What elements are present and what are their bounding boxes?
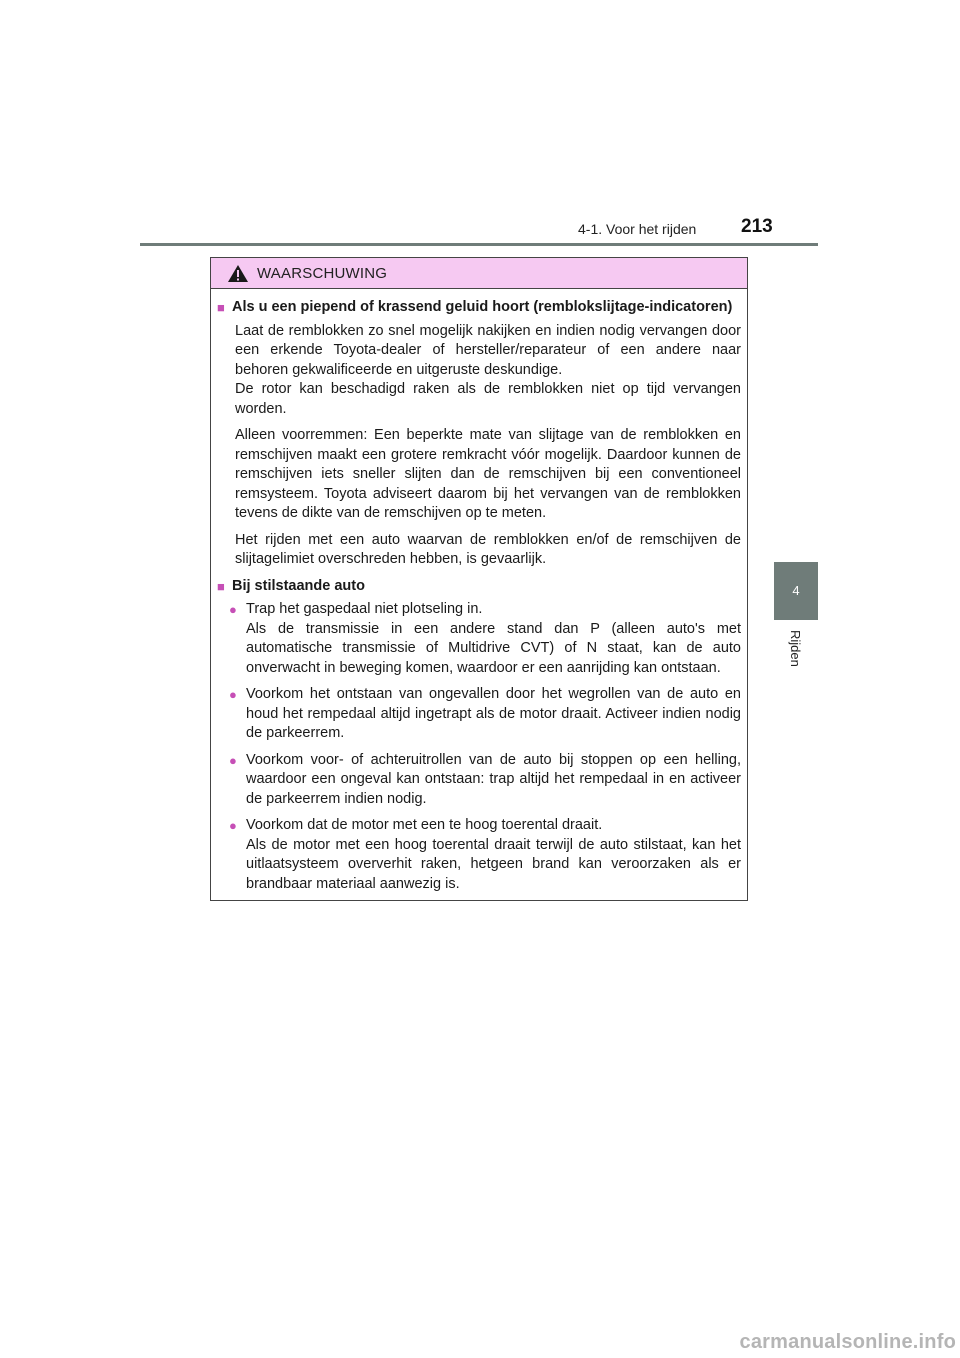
section-title: 4-1. Voor het rijden xyxy=(578,221,697,237)
chapter-label: Rijden xyxy=(788,630,803,667)
round-bullet-icon: ● xyxy=(229,687,237,702)
warning-title: WAARSCHUWING xyxy=(257,264,388,282)
square-bullet-icon: ■ xyxy=(217,300,225,315)
list-item: ● Voorkom dat de motor met een te hoog toerental draait. Als de motor met een hoog toerental draait terwijl de auto stilstaat, kan het uitlaatsysteem oververhit raken, hetgeen brand kan veroorzaken als er brandbaar materiaal aanwezig is. xyxy=(229,816,741,894)
header-divider xyxy=(140,243,818,246)
section-heading: ■ Als u een piepend of krassend geluid hoort (remblokslijtage-indicatoren) xyxy=(217,298,741,318)
warning-triangle-icon xyxy=(227,264,249,283)
list-item: ● Voorkom voor- of achteruitrollen van de auto bij stoppen op een helling, waardoor een ongeval kan ontstaan: trap altijd het rempedaal in en activeer de parkeerrem indien nodig. xyxy=(229,751,741,810)
chapter-tab: 4 xyxy=(774,562,818,620)
warning-box xyxy=(210,257,748,901)
list-item: ● Voorkom het ontstaan van ongevallen door het wegrollen van de auto en houd het rempedaal altijd ingetrapt als de motor draait. Activeer indien nodig de parkeerrem. xyxy=(229,685,741,744)
round-bullet-icon: ● xyxy=(229,752,237,768)
paragraph: Laat de remblokken zo snel mogelijk nakijken en indien nodig vervangen door een erkende Toyota-dealer of hersteller/reparateur of een andere naar behoren gekwalificeerde en uitgeruste deskundige. De rotor kan beschadigd raken als de remblokken niet op tijd vervangen worden. xyxy=(235,322,741,417)
paragraph: Alleen voorremmen: Een beperkte mate van slijtage van de remblokken en remschijven maakt een grotere remkracht vóór mogelijk. Daardoor kunnen de remschijven iets sneller slijten dan de remschijven bij een conventioneel remsysteem. Toyota adviseert daarom bij het vervangen van de remblokken tevens de dikte van de remschijven op te meten. xyxy=(235,427,741,521)
page-number: 213 xyxy=(741,216,773,237)
warning-body xyxy=(211,289,747,894)
square-bullet-icon: ■ xyxy=(217,578,225,594)
list-item: ● Trap het gaspedaal niet plotseling in. Als de transmissie in een andere stand dan P (alleen auto's met automatische transmissie of Multidrive CVT) of N staat, kan de auto onverwacht in beweging komen, waardoor er een aanrijding kan ontstaan. xyxy=(229,600,741,678)
watermark: carmanualsonline.info xyxy=(739,1331,956,1353)
warning-header xyxy=(211,258,747,289)
paragraph: Het rijden met een auto waarvan de remblokken en/of de remschijven de slijtagelimiet overschreden hebben, is gevaarlijk. xyxy=(235,531,741,567)
round-bullet-icon: ● xyxy=(229,602,237,617)
section-heading: ■ Bij stilstaande auto xyxy=(217,577,741,597)
round-bullet-icon: ● xyxy=(229,818,237,833)
